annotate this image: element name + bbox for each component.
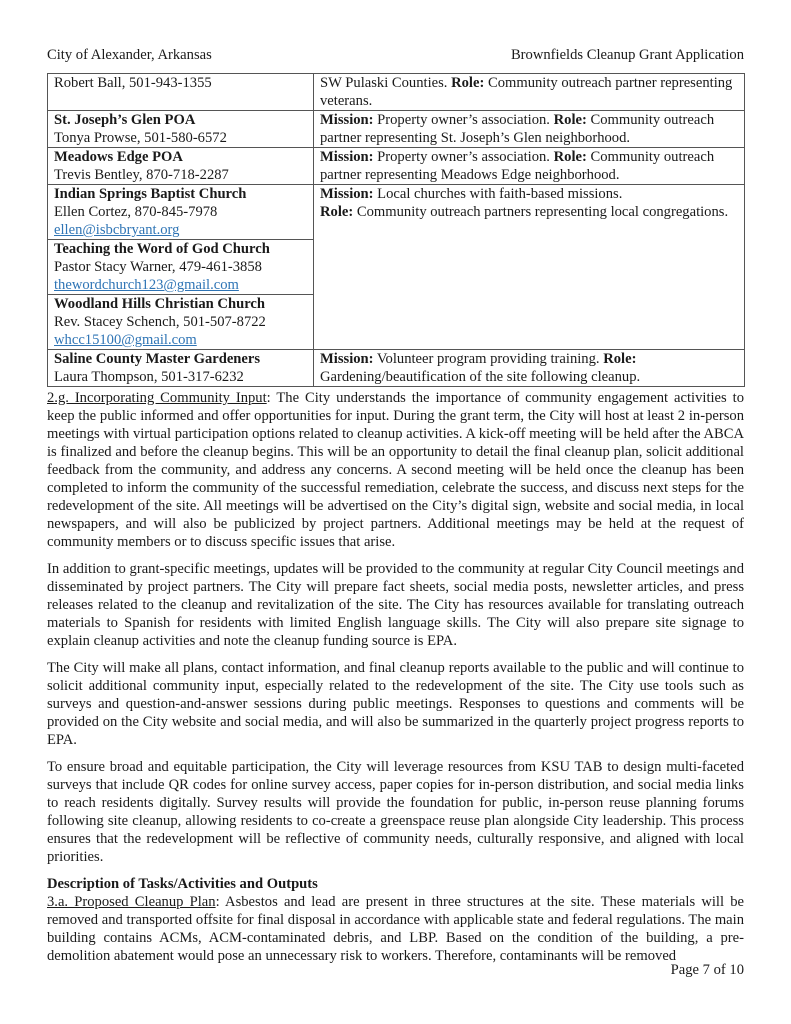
partner-contact: Ellen Cortez, 870-845-7978	[54, 204, 218, 220]
section-heading-3a: 3.a. Proposed Cleanup Plan	[47, 894, 216, 910]
partner-email-link[interactable]: thewordchurch123@gmail.com	[54, 277, 239, 293]
role-label: Role:	[451, 75, 485, 91]
description-cell	[314, 185, 745, 350]
partner-org: Meadows Edge POA	[54, 149, 183, 165]
partner-contact: Tonya Prowse, 501-580-6572	[54, 130, 227, 146]
partner-cell	[48, 74, 314, 111]
page-number: Page 7 of 10	[670, 962, 744, 978]
partner-cell	[48, 295, 314, 350]
description-cell	[314, 111, 745, 148]
header-right: Brownfields Cleanup Grant Application	[510, 47, 744, 63]
table-row	[48, 185, 745, 240]
partner-cell	[48, 350, 314, 387]
mission-text: Volunteer program providing training.	[373, 351, 604, 367]
mission-label: Mission:	[320, 149, 374, 165]
partner-org: Saline County Master Gardeners	[54, 351, 261, 367]
partner-cell	[48, 240, 314, 295]
partner-cell	[48, 185, 314, 240]
section-heading-tasks: Description of Tasks/Activities and Outputs	[47, 876, 318, 892]
table-row	[48, 111, 745, 148]
body-text	[47, 389, 744, 974]
partner-email-link[interactable]: ellen@isbcbryant.org	[54, 222, 180, 238]
role-label: Role:	[320, 204, 354, 220]
mission-text: Local churches with faith-based missions.	[373, 186, 623, 202]
role-text: Community outreach partner representing veterans.	[320, 75, 733, 109]
paragraph: In addition to grant-specific meetings, updates will be provided to the community at regular City Council meetings and disseminated by project partners. The City will prepare fact sheets, social media posts, newsletter articles, and press releases related to the cleanup and revitalization of the site. The City has resources available for translating outreach materials to Spanish for residents with limited English language skills. The City will also prepare site signage to explain cleanup activities and note the cleanup funding source is EPA.	[47, 561, 744, 649]
paragraph-text: : The City understands the importance of community engagement activities to keep the public informed and offer opportunities for input. During the grant term, the City will host at least 2 in-person meetings with virtual participation options related to cleanup activities. A kick-off meeting will be held after the ABCA is finalized and before the cleanup begins. This will be an opportunity to detail the final cleanup plan, solicit additional feedback from the community, and address any concerns. A second meeting will be held once the cleanup has been completed to inform the community of the successful remediation, celebrate the success, and discuss next steps for the redevelopment of the site. All meetings will be advertised on the City’s digital sign, website and social media, in local newspapers, and will also be publicized by project partners. Additional meetings may be held at the request of community members or to discuss specific issues that arise.	[47, 390, 744, 550]
role-text: Community outreach partners representing local congregations.	[353, 204, 729, 220]
paragraph-community-input	[47, 389, 744, 551]
description-cell	[314, 350, 745, 387]
mission-label: Mission:	[320, 186, 374, 202]
partner-contact: Rev. Stacey Schench, 501-507-8722	[54, 314, 266, 330]
partners-table	[47, 73, 745, 387]
partner-contact: Trevis Bentley, 870-718-2287	[54, 167, 229, 183]
role-text: Community outreach partner representing St. Joseph’s Glen neighborhood.	[320, 112, 715, 146]
partner-cell	[48, 111, 314, 148]
partner-contact: Robert Ball, 501-943-1355	[54, 75, 212, 91]
paragraph: The City will make all plans, contact information, and final cleanup reports available to the public and will continue to solicit additional community input, especially related to the redevelopment of the site. The City use tools such as surveys and question-and-answer sessions during public meetings. Responses to questions and comments will be provided on the City website and social media, and will also be summarized in the quarterly project progress reports to EPA.	[47, 660, 744, 748]
mission-text: Property owner’s association.	[373, 112, 554, 128]
description-cell	[314, 148, 745, 185]
mission-text: Property owner’s association.	[373, 149, 554, 165]
partner-cell	[48, 148, 314, 185]
description-cell	[314, 74, 745, 111]
description-text: SW Pulaski Counties.	[320, 75, 452, 91]
partner-org: St. Joseph’s Glen POA	[54, 112, 196, 128]
page-header	[47, 46, 744, 66]
partner-org: Indian Springs Baptist Church	[54, 186, 247, 202]
mission-label: Mission:	[320, 112, 374, 128]
paragraph-cleanup-plan	[47, 893, 744, 965]
paragraph: To ensure broad and equitable participation, the City will leverage resources from KSU TAB to design multi-faceted surveys that include QR codes for online survey access, paper copies for in-person distribution, and social media links to reach residents digitally. Survey results will provide the foundation for public, in-person reuse planning forums following site cleanup, allowing residents to co-create a greenspace reuse plan alongside City leadership. This process ensures that the redevelopment will be reflective of community needs, culturally responsive, and aligned with local priorities.	[47, 759, 744, 865]
role-label: Role:	[603, 351, 637, 367]
role-text: Gardening/beautification of the site following cleanup.	[320, 369, 641, 385]
role-label: Role:	[553, 112, 587, 128]
partner-contact: Pastor Stacy Warner, 479-461-3858	[54, 259, 262, 275]
table-row	[48, 148, 745, 185]
role-text: Community outreach partner representing Meadows Edge neighborhood.	[320, 149, 715, 183]
partner-org: Teaching the Word of God Church	[54, 241, 270, 257]
mission-label: Mission:	[320, 351, 374, 367]
role-label: Role:	[553, 149, 587, 165]
table-row	[48, 74, 745, 111]
paragraph-text: : Asbestos and lead are present in three structures at the site. These materials will be removed and transported offsite for final disposal in accordance with applicable state and federal regulations. The main building contains ACMs, ACM-contaminated debris, and LBP. Based on the condition of the building, a pre-demolition abatement would pose an unnecessary risk to workers. Therefore, contaminants will be removed	[47, 894, 745, 964]
section-heading-2g: 2.g. Incorporating Community Input	[47, 390, 267, 406]
partner-email-link[interactable]: whcc15100@gmail.com	[54, 332, 197, 348]
partner-org: Woodland Hills Christian Church	[54, 296, 265, 312]
header-left: City of Alexander, Arkansas	[47, 47, 212, 63]
table-row	[48, 350, 745, 387]
partner-contact: Laura Thompson, 501-317-6232	[54, 369, 244, 385]
